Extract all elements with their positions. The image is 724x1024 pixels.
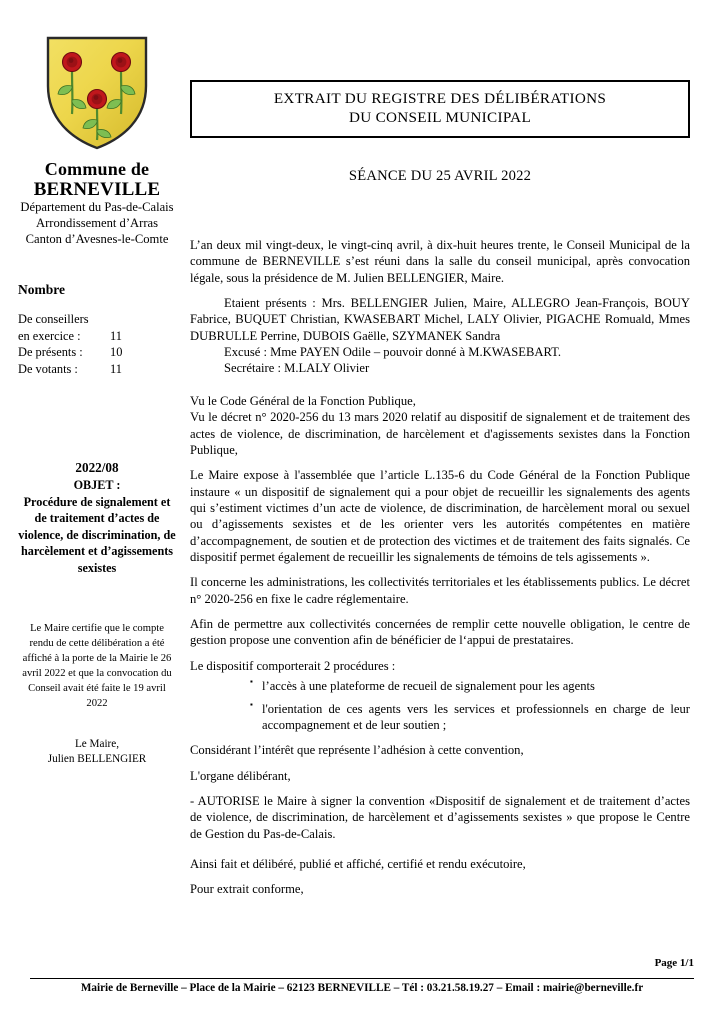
deliberation-number: 2022/08 bbox=[75, 460, 119, 475]
commune-name: BERNEVILLE bbox=[33, 179, 161, 201]
certification-note: Le Maire certifie que le compte rendu de cette délibération a été affiché à la porte de la Mairie le 26 avril 2022 et que la convocation du Conseil avait été faite le 19 avril 2022 bbox=[22, 622, 172, 709]
commune-label: Commune de bbox=[44, 159, 150, 179]
vu-code-general: Vu le Code Général de la Fonction Publique, bbox=[190, 393, 416, 408]
dispositif-intro: Le dispositif comporterait 2 procédures : bbox=[190, 658, 396, 673]
footer-divider bbox=[30, 978, 694, 979]
vu-decret: Vu le décret n° 2020-256 du 13 mars 2020 relatif au dispositif de signalement et de traitement des actes de violence, de discrimination, de harcèlement et d'agissements sexistes dans la Fonction Publique, bbox=[190, 410, 690, 457]
nombre-table bbox=[18, 311, 186, 377]
document-title-box bbox=[190, 80, 690, 138]
table-row bbox=[18, 311, 186, 328]
nombre-value: 11 bbox=[110, 361, 122, 376]
signature-name: Julien BELLENGIER bbox=[47, 753, 147, 766]
objet-text: Procédure de signalement et de traitement d’actes de violence, de discrimination, de harcèlement et d’agissements sexistes bbox=[18, 494, 176, 575]
table-row bbox=[18, 344, 186, 361]
page-number: Page 1/1 bbox=[654, 957, 694, 969]
seance-date: SÉANCE DU 25 AVRIL 2022 bbox=[348, 167, 532, 184]
nombre-label: en exercice : bbox=[18, 328, 81, 343]
ainsi-fait-paragraph: Ainsi fait et délibéré, publié et affiché, certifié et rendu exécutoire, bbox=[190, 857, 526, 872]
signature-block bbox=[8, 737, 186, 768]
secretaire-line: Secrétaire : M.LALY Olivier bbox=[224, 361, 370, 376]
footer-address: Mairie de Berneville – Place de la Mairie – 62123 BERNEVILLE – Tél : 03.21.58.19.27 – Email : mairie@berneville.fr bbox=[80, 982, 644, 994]
nombre-value bbox=[110, 311, 140, 328]
deliberation-body bbox=[190, 237, 690, 898]
nombre-label: De conseillers bbox=[18, 312, 89, 326]
nombre-value: 10 bbox=[110, 345, 123, 359]
main-content bbox=[190, 80, 690, 907]
objet-label: OBJET : bbox=[73, 477, 121, 492]
nombre-label: De présents : bbox=[18, 345, 83, 359]
procedures-list bbox=[190, 678, 690, 733]
presents-paragraph: Etaient présents : Mrs. BELLENGIER Julien, Maire, ALLEGRO Jean-François, BOUY Fabrice, BUQUET Christian, KWASEBART Michel, LALY Olivier, PIGACHE Romuald, Mmes DUBRULLE Perrine, DUBOIS Gaëlle, SZYMANEK Sandra bbox=[190, 295, 690, 343]
signature-title: Le Maire, bbox=[74, 737, 120, 750]
objet-block bbox=[8, 459, 186, 577]
opening-paragraph: L’an deux mil vingt-deux, le vingt-cinq avril, à dix-huit heures trente, le Conseil Municipal de la commune de BERNEVILLE s’est réuni dans la salle du conseil municipal, après convocation légale, sous la présidence de M. Julien BELLENGIER, Maire. bbox=[190, 237, 690, 285]
table-row bbox=[18, 328, 186, 345]
page-title: EXTRAIT DU REGISTRE DES DÉLIBÉRATIONS bbox=[273, 90, 607, 107]
expose-paragraph: Le Maire expose à l'assemblée que l’article L.135-6 du Code Général de la Fonction Publique instaure « un dispositif de signalement qui a pour objet de recueillir les signalements des agents qui s’estiment victimes d’un acte de violence, de discrimination, de harcèlement moral ou sexuel ou d’agissements sexistes et de les orienter vers les autorités compétentes en matière d’accompagnement, de soutien et de protection des victimes et de traitement des faits signalés. Ce dispositif permet également de recueillir les signalements de témoins de tels agissements ». bbox=[190, 468, 690, 565]
organe-paragraph: L'organe délibérant, bbox=[190, 768, 291, 783]
departement-line: Département du Pas-de-Calais bbox=[20, 200, 174, 215]
excuse-line: Excusé : Mme PAYEN Odile – pouvoir donné à M.KWASEBART. bbox=[224, 345, 562, 360]
pour-extrait-conforme: Pour extrait conforme, bbox=[190, 882, 304, 897]
nombre-heading: Nombre bbox=[18, 282, 65, 297]
coat-of-arms-icon bbox=[42, 34, 152, 152]
page-subtitle: DU CONSEIL MUNICIPAL bbox=[348, 109, 532, 127]
considerant-paragraph: Considérant l’intérêt que représente l’adhésion à cette convention, bbox=[190, 743, 524, 758]
autorise-paragraph: - AUTORISE le Maire à signer la convention «Dispositif de signalement et de traitement d’actes de violence, de discrimination, de harcèlement et d’agissements sexistes » que propose le Centre de Gestion du Pas-de-Calais. bbox=[190, 793, 690, 841]
list-item: ▪ l’accès à une plateforme de recueil de signalement pour les agents bbox=[252, 678, 690, 694]
arrondissement-line: Arrondissement d’Arras bbox=[35, 216, 159, 231]
concerne-paragraph: Il concerne les administrations, les collectivités territoriales et les établissements publics. Le décret n° 2020-256 en fixe le cadre réglementaire. bbox=[190, 575, 690, 606]
coat-of-arms-container bbox=[8, 34, 186, 157]
sidebar bbox=[8, 34, 186, 768]
afin-paragraph: Afin de permettre aux collectivités concernées de remplir cette nouvelle obligation, le centre de gestion propose une convention afin de bénéficier de l‘appui de prestataires. bbox=[190, 617, 690, 648]
list-item: ▪ l'orientation de ces agents vers les services et professionnels en charge de leur accompagnement et de leur soutien ; bbox=[252, 701, 690, 734]
table-row bbox=[18, 361, 186, 378]
nombre-value: 11 bbox=[110, 328, 122, 343]
nombre-label: De votants : bbox=[18, 361, 78, 376]
canton-line: Canton d’Avesnes-le-Comte bbox=[25, 232, 169, 247]
